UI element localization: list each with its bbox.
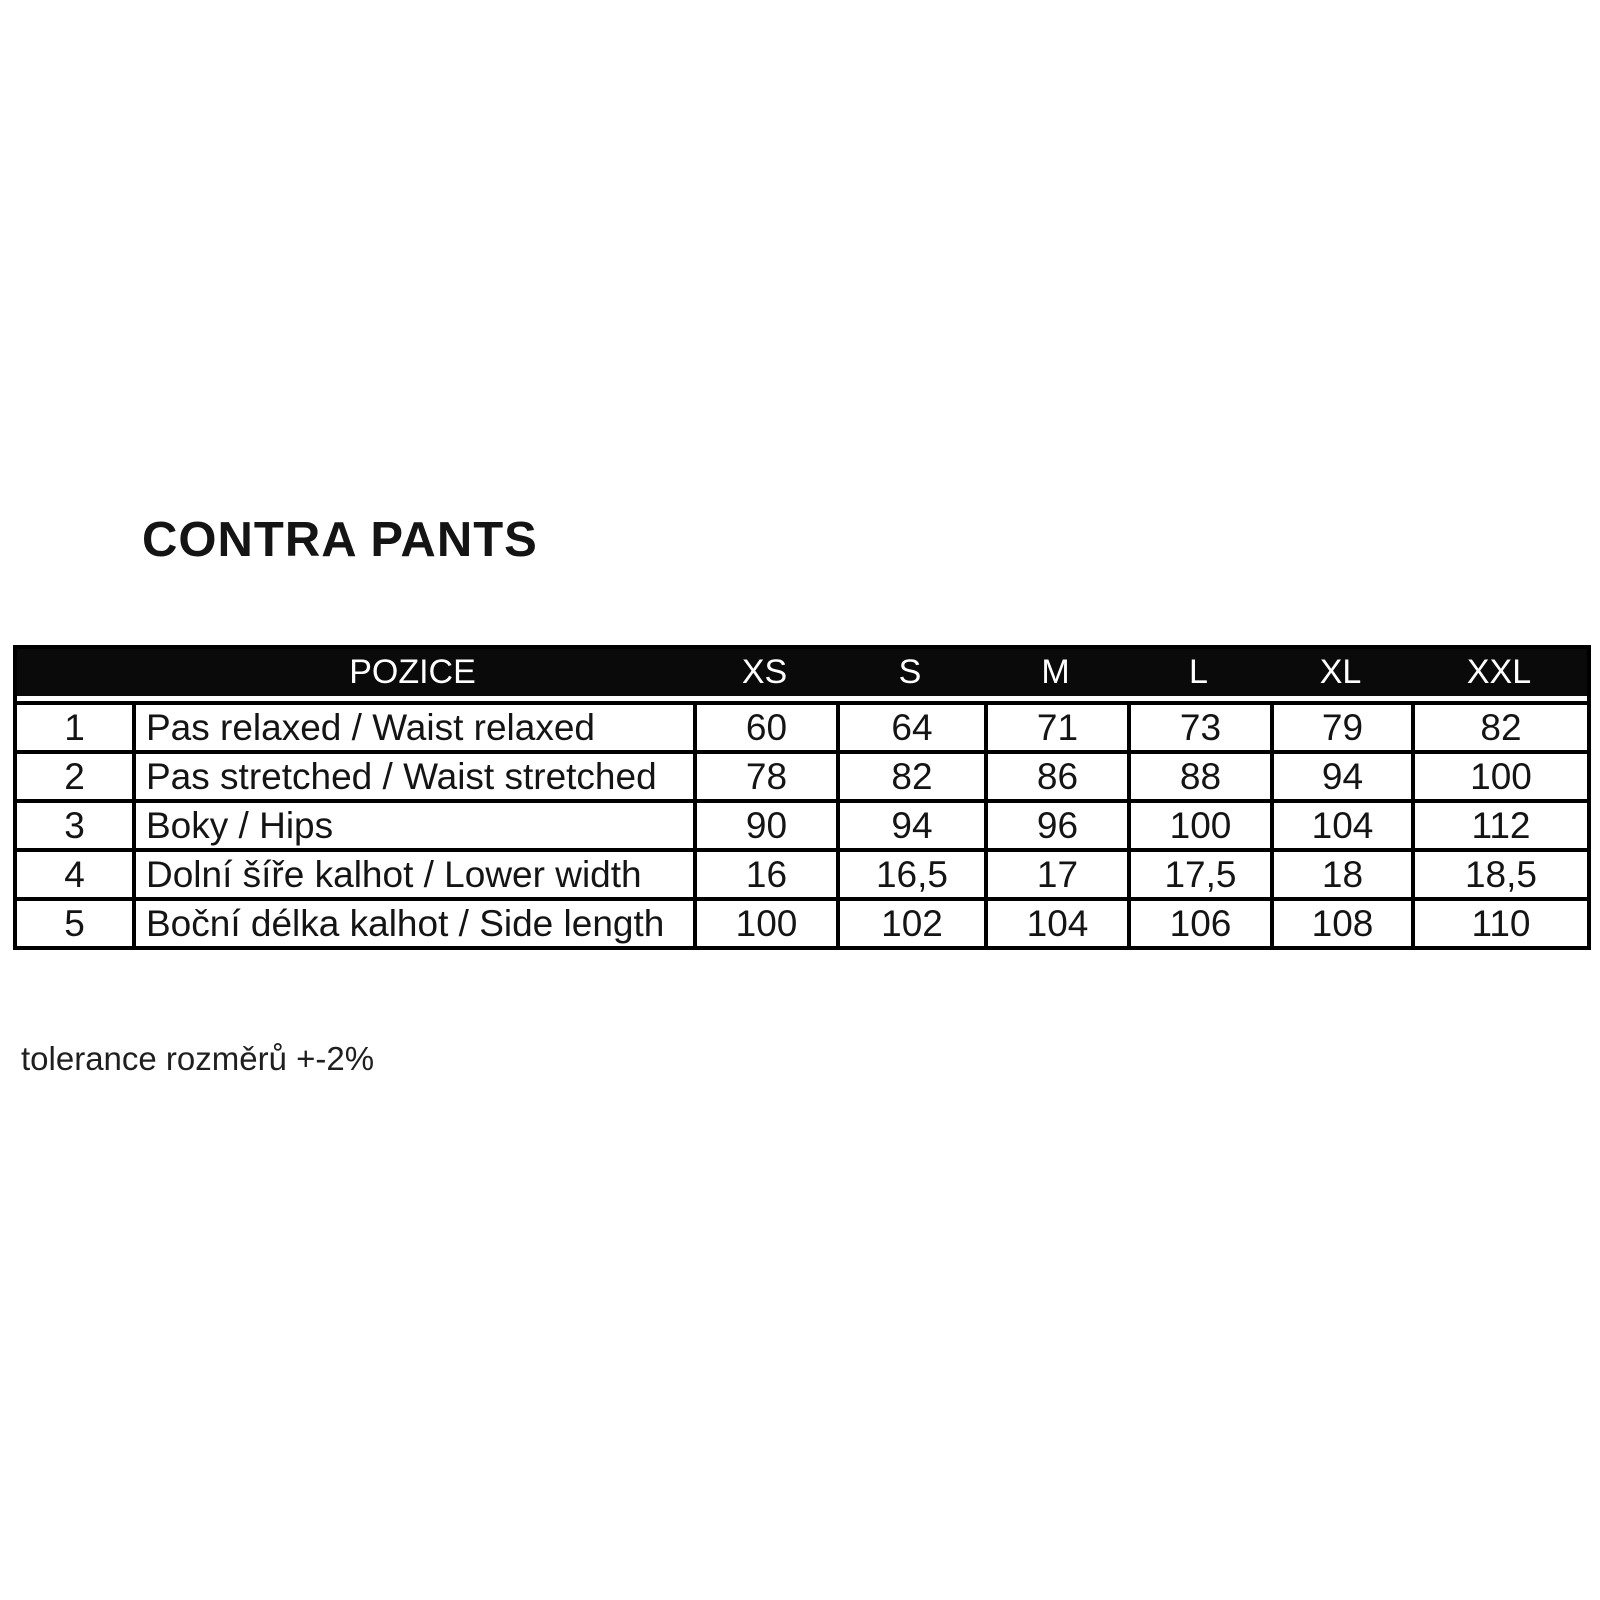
header-row xyxy=(17,649,1587,701)
column-header-size-s: S xyxy=(836,649,984,701)
tolerance-note: tolerance rozměrů +-2% xyxy=(21,1040,375,1077)
table-row xyxy=(17,701,1587,750)
size-value-cell: 110 xyxy=(1411,897,1587,946)
size-value-cell: 60 xyxy=(693,701,836,750)
size-value-cell: 102 xyxy=(836,897,984,946)
size-value-cell: 79 xyxy=(1270,701,1411,750)
size-value-cell: 17 xyxy=(984,848,1127,897)
measurement-label-cell: Pas stretched / Waist stretched xyxy=(132,750,693,799)
column-header-empty xyxy=(17,649,132,701)
table-row xyxy=(17,848,1587,897)
size-value-cell: 106 xyxy=(1127,897,1270,946)
size-value-cell: 96 xyxy=(984,799,1127,848)
size-value-cell: 16,5 xyxy=(836,848,984,897)
row-number-cell: 4 xyxy=(17,848,132,897)
size-value-cell: 94 xyxy=(836,799,984,848)
row-number-cell: 3 xyxy=(17,799,132,848)
size-table xyxy=(13,645,1591,950)
size-value-cell: 90 xyxy=(693,799,836,848)
table-row xyxy=(17,897,1587,946)
row-number-cell: 5 xyxy=(17,897,132,946)
size-value-cell: 100 xyxy=(693,897,836,946)
size-value-cell: 88 xyxy=(1127,750,1270,799)
column-header-size-xxl: XXL xyxy=(1411,649,1587,701)
column-header-pozice: POZICE xyxy=(132,649,693,701)
measurement-label-cell: Dolní šíře kalhot / Lower width xyxy=(132,848,693,897)
row-number-cell: 1 xyxy=(17,701,132,750)
size-value-cell: 73 xyxy=(1127,701,1270,750)
size-value-cell: 71 xyxy=(984,701,1127,750)
size-value-cell: 112 xyxy=(1411,799,1587,848)
size-value-cell: 82 xyxy=(1411,701,1587,750)
row-number-cell: 2 xyxy=(17,750,132,799)
size-value-cell: 104 xyxy=(984,897,1127,946)
column-header-size-xs: XS xyxy=(693,649,836,701)
column-header-size-xl: XL xyxy=(1270,649,1411,701)
measurement-label-cell: Boční délka kalhot / Side length xyxy=(132,897,693,946)
size-value-cell: 17,5 xyxy=(1127,848,1270,897)
size-value-cell: 16 xyxy=(693,848,836,897)
size-value-cell: 100 xyxy=(1127,799,1270,848)
size-value-cell: 100 xyxy=(1411,750,1587,799)
measurement-label-cell: Pas relaxed / Waist relaxed xyxy=(132,701,693,750)
size-value-cell: 78 xyxy=(693,750,836,799)
size-value-cell: 108 xyxy=(1270,897,1411,946)
size-value-cell: 86 xyxy=(984,750,1127,799)
column-header-size-l: L xyxy=(1127,649,1270,701)
size-value-cell: 104 xyxy=(1270,799,1411,848)
size-value-cell: 18 xyxy=(1270,848,1411,897)
size-value-cell: 18,5 xyxy=(1411,848,1587,897)
column-header-size-m: M xyxy=(984,649,1127,701)
size-value-cell: 82 xyxy=(836,750,984,799)
page-title: CONTRA PANTS xyxy=(142,513,538,567)
size-value-cell: 64 xyxy=(836,701,984,750)
size-value-cell: 94 xyxy=(1270,750,1411,799)
table-row xyxy=(17,750,1587,799)
table-row xyxy=(17,799,1587,848)
measurement-label-cell: Boky / Hips xyxy=(132,799,693,848)
